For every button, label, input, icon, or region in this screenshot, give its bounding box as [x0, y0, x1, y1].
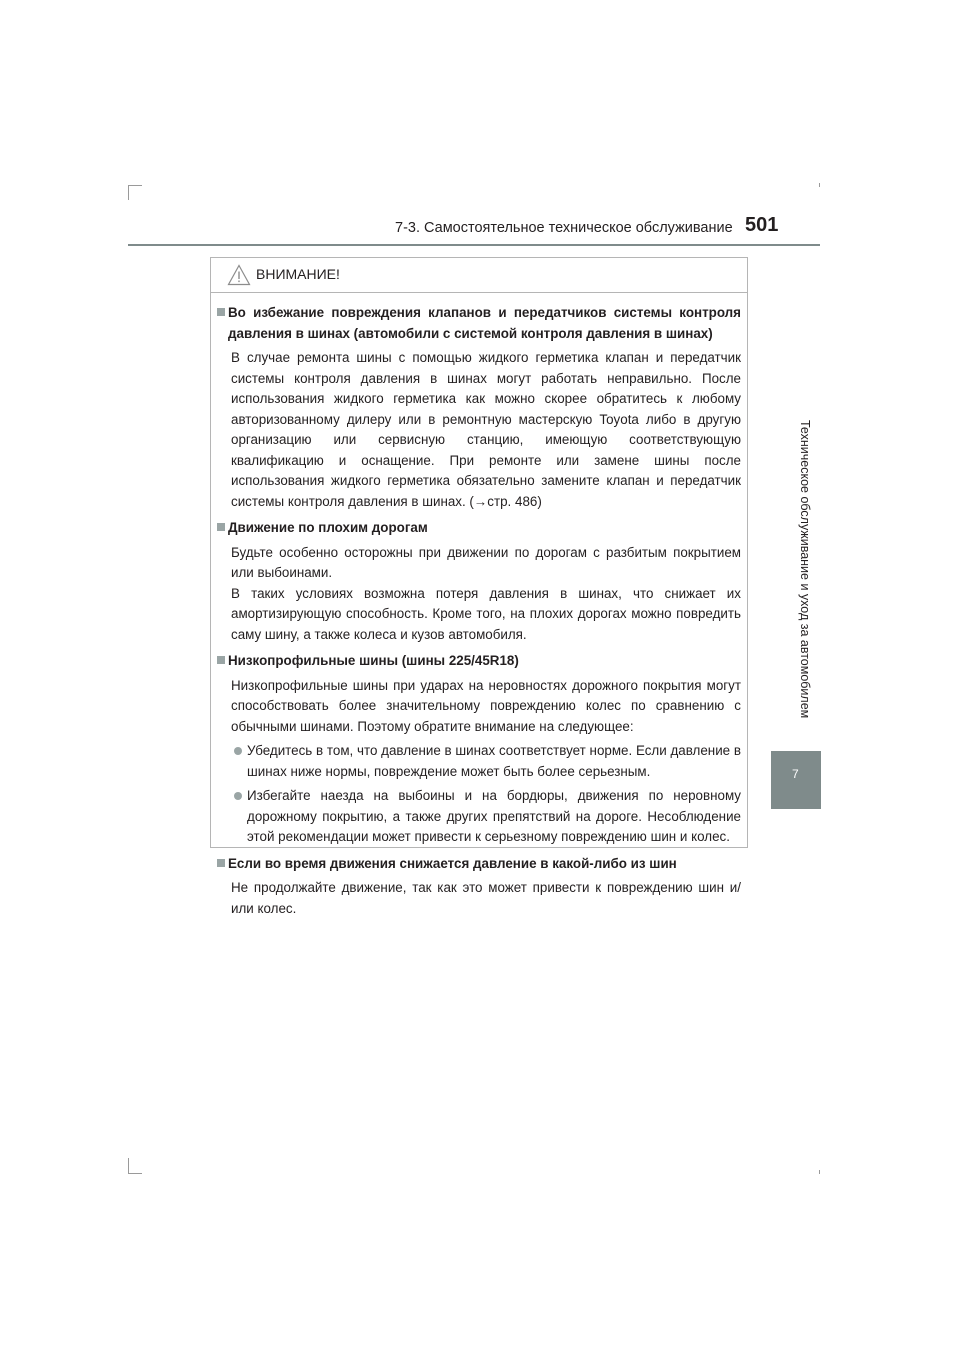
section-title-text: Низкопрофильные шины (шины 225/45R18) — [228, 653, 519, 668]
warning-body — [211, 293, 747, 919]
crop-mark — [128, 1158, 129, 1174]
header-rule — [128, 244, 820, 246]
list-item — [217, 786, 741, 848]
section-title-text: Во избежание повреждения клапанов и передатчиков системы контроля давления в шинах (автомобили с системой контроля давления в шинах) — [228, 305, 741, 341]
section-title-text: Движение по плохим дорогам — [228, 520, 428, 535]
section-text — [217, 676, 741, 738]
crop-mark — [128, 185, 142, 186]
paragraph: В случае ремонта шины с помощью жидкого герметика клапан и передатчик системы контроля давления в шинах могут работать неправильно. После использования жидкого герметика как можно скорее обратитесь к любому авторизованному дилеру или в ремонтную мастерскую Toyota либо в другую организацию или сервисную станцию, имеющую соответствующую квалификацию и оснащение. При ремонте или замене шины после использования жидкого герметика обязательно замените клапан и передатчик системы контроля давления в шинах. (→стр. 486) — [231, 350, 741, 509]
section-header: 7-3. Самостоятельное техническое обслуживание — [395, 220, 733, 236]
section-title — [217, 518, 741, 539]
section-title — [217, 303, 741, 344]
paragraph: Не продолжайте движение, так как это может привести к повреждению шин и/или колес. — [231, 880, 741, 916]
warning-triangle-icon — [227, 264, 251, 286]
chapter-number: 7 — [792, 767, 799, 781]
square-bullet-icon — [217, 308, 225, 316]
warning-box — [210, 257, 748, 916]
section-text — [217, 878, 741, 919]
crop-mark — [128, 185, 129, 200]
list-item — [217, 741, 741, 782]
section-title-text: Если во время движения снижается давление в какой-либо из шин — [228, 855, 677, 871]
circle-bullet-icon — [234, 747, 242, 755]
square-bullet-icon — [217, 523, 225, 531]
paragraph: В таких условиях возможна потеря давления в шинах, что снижает их амортизирующую способность. Кроме того, на плохих дорогах можно повредить саму шину, а также колеса и кузов автомобиля. — [231, 585, 741, 642]
square-bullet-icon — [217, 859, 225, 867]
chapter-tab — [771, 751, 821, 809]
crop-mark — [819, 183, 820, 187]
crop-mark — [128, 1173, 142, 1174]
section-text — [217, 348, 741, 512]
chapter-side-title: Техническое обслуживание и уход за автомобилем — [798, 420, 812, 719]
warning-title: ВНИМАНИЕ! — [256, 266, 340, 282]
list-item-text: Избегайте наезда на выбоины и на бордюры, движения по неровному дорожному покрытию, а также других препятствий на дороге. Несоблюдение этой рекомендации может привести к серьезному повреждению шин и колес. — [247, 788, 741, 844]
page-number: 501 — [745, 214, 779, 236]
list-item-text: Убедитесь в том, что давление в шинах соответствует норме. Если давление в шинах ниже нормы, повреждение может быть более серьезным. — [247, 743, 741, 779]
paragraph: Будьте особенно осторожны при движении по дорогам с разбитым покрытием или выбоинами. — [231, 544, 741, 580]
circle-bullet-icon — [234, 792, 242, 800]
section-text — [217, 543, 741, 646]
crop-mark — [819, 1170, 820, 1174]
section-title — [217, 651, 741, 672]
paragraph: Низкопрофильные шины при ударах на неровностях дорожного покрытия могут способствовать более значительному повреждению колес по сравнению с обычными шинами. Поэтому обратите внимание на следующее: — [231, 677, 741, 734]
section-title — [217, 854, 741, 875]
warning-header — [211, 258, 747, 293]
square-bullet-icon — [217, 656, 225, 664]
